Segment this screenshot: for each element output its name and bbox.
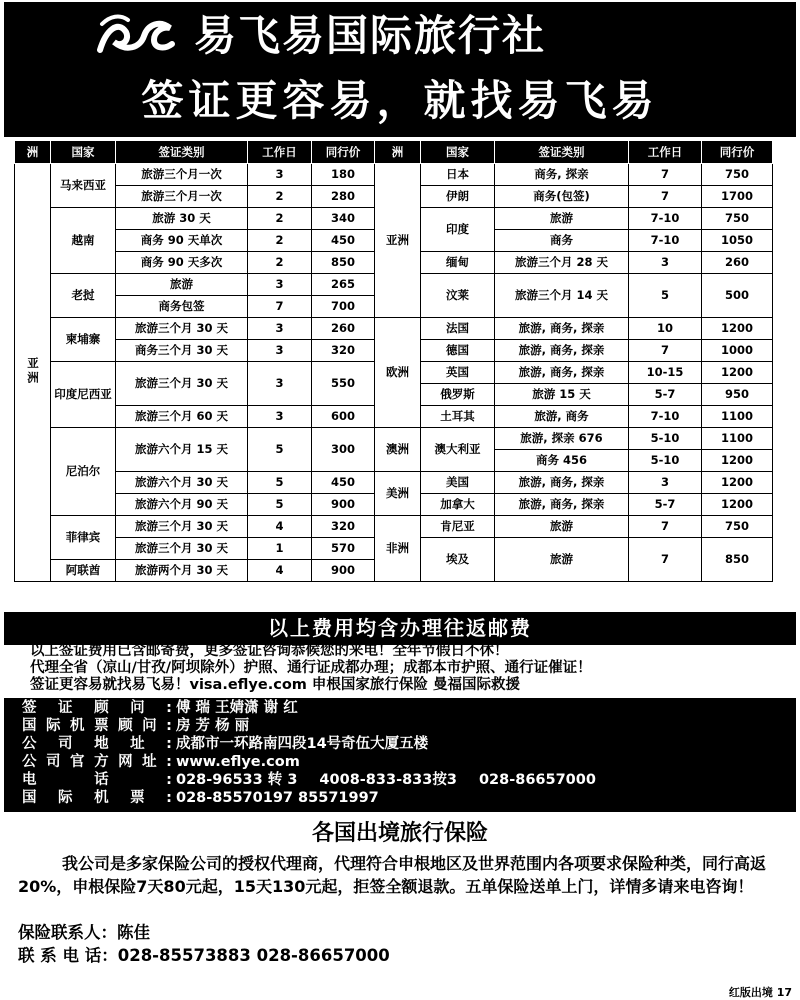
country-canada: 加拿大	[421, 494, 495, 516]
country-russia: 俄罗斯	[421, 384, 495, 406]
col-workdays: 工作日	[629, 141, 702, 164]
insurance-body: 我公司是多家保险公司的授权代理商，代理符合申根地区及世界范围内各项要求保险种类，同行高返20%，申根保险7天80元起，15天130元起，拒签全额退款。五单保险送单上门，详情多请来电咨询！	[18, 854, 767, 896]
table-row: 俄罗斯 旅游 15 天 5-7 950	[15, 384, 773, 406]
country-laos: 老挝	[51, 274, 116, 318]
country-brunei: 汶莱	[421, 274, 495, 318]
country-malaysia: 马来西亚	[51, 164, 116, 208]
country-usa: 美国	[421, 472, 495, 494]
country-japan: 日本	[421, 164, 495, 186]
table-row: 旅游三个月 30 天 1 570 埃及 旅游 7 850	[15, 538, 773, 560]
table-row: 商务三个月 30 天 3 320 德国 旅游, 商务, 探亲 7 1000	[15, 340, 773, 362]
contact-address: 公司地址: 成都市一环路南四段14号奇伍大厦五楼	[22, 736, 429, 752]
continent-oceania: 澳洲	[375, 428, 421, 472]
table-row: 印度尼西亚 旅游三个月 30 天 3 550 英国 旅游, 商务, 探亲 10-15 1200	[15, 362, 773, 384]
note-line: 签证更容易就找易飞易！visa.eflye.com 申根国家旅行保险 曼福国际救援	[30, 677, 520, 693]
table-row: 尼泊尔 旅游六个月 15 天 5 300 澳洲 澳大利亚 旅游, 探亲 676 5-10 1100	[15, 428, 773, 450]
continent-america: 美洲	[375, 472, 421, 516]
country-uae: 阿联酋	[51, 560, 116, 582]
col-country: 国家	[421, 141, 495, 164]
table-row: 旅游六个月 30 天 5 450 美洲 美国 旅游, 商务, 探亲 3 1200	[15, 472, 773, 494]
logo-icon	[96, 12, 176, 56]
contact-phone: 电话: 028-96533 转 3 4008-833-833按3 028-86657000	[22, 772, 596, 788]
notes	[30, 643, 790, 694]
table-row: 越南 旅游 30 天 2 340 印度 旅游 7-10 750	[15, 208, 773, 230]
table-row: 商务 456 5-10 1200	[15, 450, 773, 472]
insurance-contact-person: 保险联系人：陈佳	[18, 923, 150, 942]
col-workdays: 工作日	[248, 141, 312, 164]
table-row: 菲律宾 旅游三个月 30 天 4 320	[15, 516, 773, 538]
contact-website: 公司官方网址: www.eflye.com	[22, 754, 300, 770]
table-row: 旅游三个月 60 天 3 600 土耳其 旅游, 商务 7-10 1100	[15, 406, 773, 428]
website-link[interactable]: www.eflye.com	[176, 754, 300, 770]
country-france: 法国	[421, 318, 495, 340]
country-cambodia: 柬埔寨	[51, 318, 116, 362]
contact-block	[4, 698, 796, 812]
table-row: 旅游六个月 90 天 5 900	[15, 494, 773, 516]
country-turkey: 土耳其	[421, 406, 495, 428]
table-row: 商务包签 7 700	[15, 296, 773, 318]
country-germany: 德国	[421, 340, 495, 362]
country-kenya: 肯尼亚	[421, 516, 495, 538]
visa-price-table: 洲 国家 签证类别 工作日 同行价 洲 国家 签证类别 工作日 同行价 亚洲 马来西亚 旅游三个月一次 3 180 亚洲 日本 商务, 探亲 7 750 旅游三个月一次 2 280 伊朗 商务(包签) 7 1700 越南 旅游 30 天 2 340 印度 旅游 7-10 750 商务 90 天单次 2 450 商务 7-10 1050 商务 90 天多次 2 850 缅甸 旅游三个月 28 天 3 260 老挝 旅游 3 265 汶莱 旅游三个月 14 天 5 500 商务包签 7 700 柬埔寨 旅游三个月 30 天 3 260 欧洲 法国 旅游, 商务, 探亲 10 1200 商务三个月 30 天 3 320 德国 旅游, 商务, 探亲 7 1000 印度尼西亚 旅游三个月 30 天 3 550 英国 旅游, 商务, 探亲 10-15 1200 俄罗斯 旅游 15 天 5-7 950 旅游三个月 60 天 3 600 土耳其 旅游, 商务 7-10 1100 尼泊尔 旅游六个月 15 天 5 300 澳洲 澳大利亚 旅游, 探亲 676 5-10 1100 商务 456 5-10 1200 旅游六个月 30 天 5 450 美洲 美国 旅游, 商务, 探亲 3 1200 加拿大 旅游, 商务, 探亲 5-7 1200 旅游六个月 90 天 5 900 非洲 肯尼亚 旅游 7 750 菲律宾 旅游三个月 30 天 4 320 旅游三个月 30 天 1 570 埃及 旅游 7 850 阿联酋 旅游两个月 30 天 4 900	[14, 140, 773, 582]
continent-asia-right: 亚洲	[375, 164, 421, 318]
col-continent: 洲	[15, 141, 51, 164]
table-header	[15, 141, 773, 164]
page-footer: 红版出境 17	[728, 986, 792, 999]
company-name: 易飞易国际旅行社	[194, 11, 547, 60]
note-line: 代理全省（凉山/甘孜/阿坝除外）护照、通行证成都办理；成都本市护照、通行证催证！	[30, 660, 592, 676]
table-row: 商务 90 天单次 2 450 商务 7-10 1050	[15, 230, 773, 252]
contact-intl-ticket: 国际机票: 028-85570197 85571997	[22, 790, 379, 806]
table-row: 商务 90 天多次 2 850 缅甸 旅游三个月 28 天 3 260	[15, 252, 773, 274]
table-row: 柬埔寨 旅游三个月 30 天 3 260 欧洲 法国 旅游, 商务, 探亲 10 1200	[15, 318, 773, 340]
country-philippines: 菲律宾	[51, 516, 116, 560]
slogan: 签证更容易，就找易飞易	[141, 76, 659, 125]
col-price: 同行价	[702, 141, 773, 164]
note-line: 以上签证费用已含邮寄费，更多签证咨询恭候您的来电！全年节假日不休！	[30, 643, 509, 659]
country-indonesia: 印度尼西亚	[51, 362, 116, 428]
header-banner	[4, 2, 796, 137]
col-visa-type: 签证类别	[116, 141, 248, 164]
col-price: 同行价	[312, 141, 375, 164]
col-visa-type: 签证类别	[495, 141, 629, 164]
continent-asia: 亚洲	[15, 164, 51, 582]
country-australia: 澳大利亚	[421, 428, 495, 472]
table-row: 旅游三个月一次 2 280 伊朗 商务(包签) 7 1700	[15, 186, 773, 208]
continent-europe: 欧洲	[375, 318, 421, 428]
country-egypt: 埃及	[421, 538, 495, 582]
country-nepal: 尼泊尔	[51, 428, 116, 516]
table-row: 老挝 旅游 3 265 汶莱 旅游三个月 14 天 5 500	[15, 274, 773, 296]
country-vietnam: 越南	[51, 208, 116, 274]
contact-ticket: 国际机票顾问: 房 芳 杨 丽	[22, 718, 250, 734]
contact-visa: 签证顾问: 傅 瑞 王婧潇 谢 红	[22, 700, 298, 716]
table-row: 亚洲 马来西亚 旅游三个月一次 3 180 亚洲 日本 商务, 探亲 7 750	[15, 164, 773, 186]
col-country: 国家	[51, 141, 116, 164]
insurance-contact-phone: 联 系 电 话：028-85573883 028-86657000	[18, 946, 390, 965]
country-uk: 英国	[421, 362, 495, 384]
col-continent: 洲	[375, 141, 421, 164]
insurance-title: 各国出境旅行保险	[311, 821, 488, 846]
country-myanmar: 缅甸	[421, 252, 495, 274]
fee-banner: 以上费用均含办理往返邮费	[4, 612, 796, 645]
continent-africa: 非洲	[375, 516, 421, 582]
country-india: 印度	[421, 208, 495, 252]
country-iran: 伊朗	[421, 186, 495, 208]
